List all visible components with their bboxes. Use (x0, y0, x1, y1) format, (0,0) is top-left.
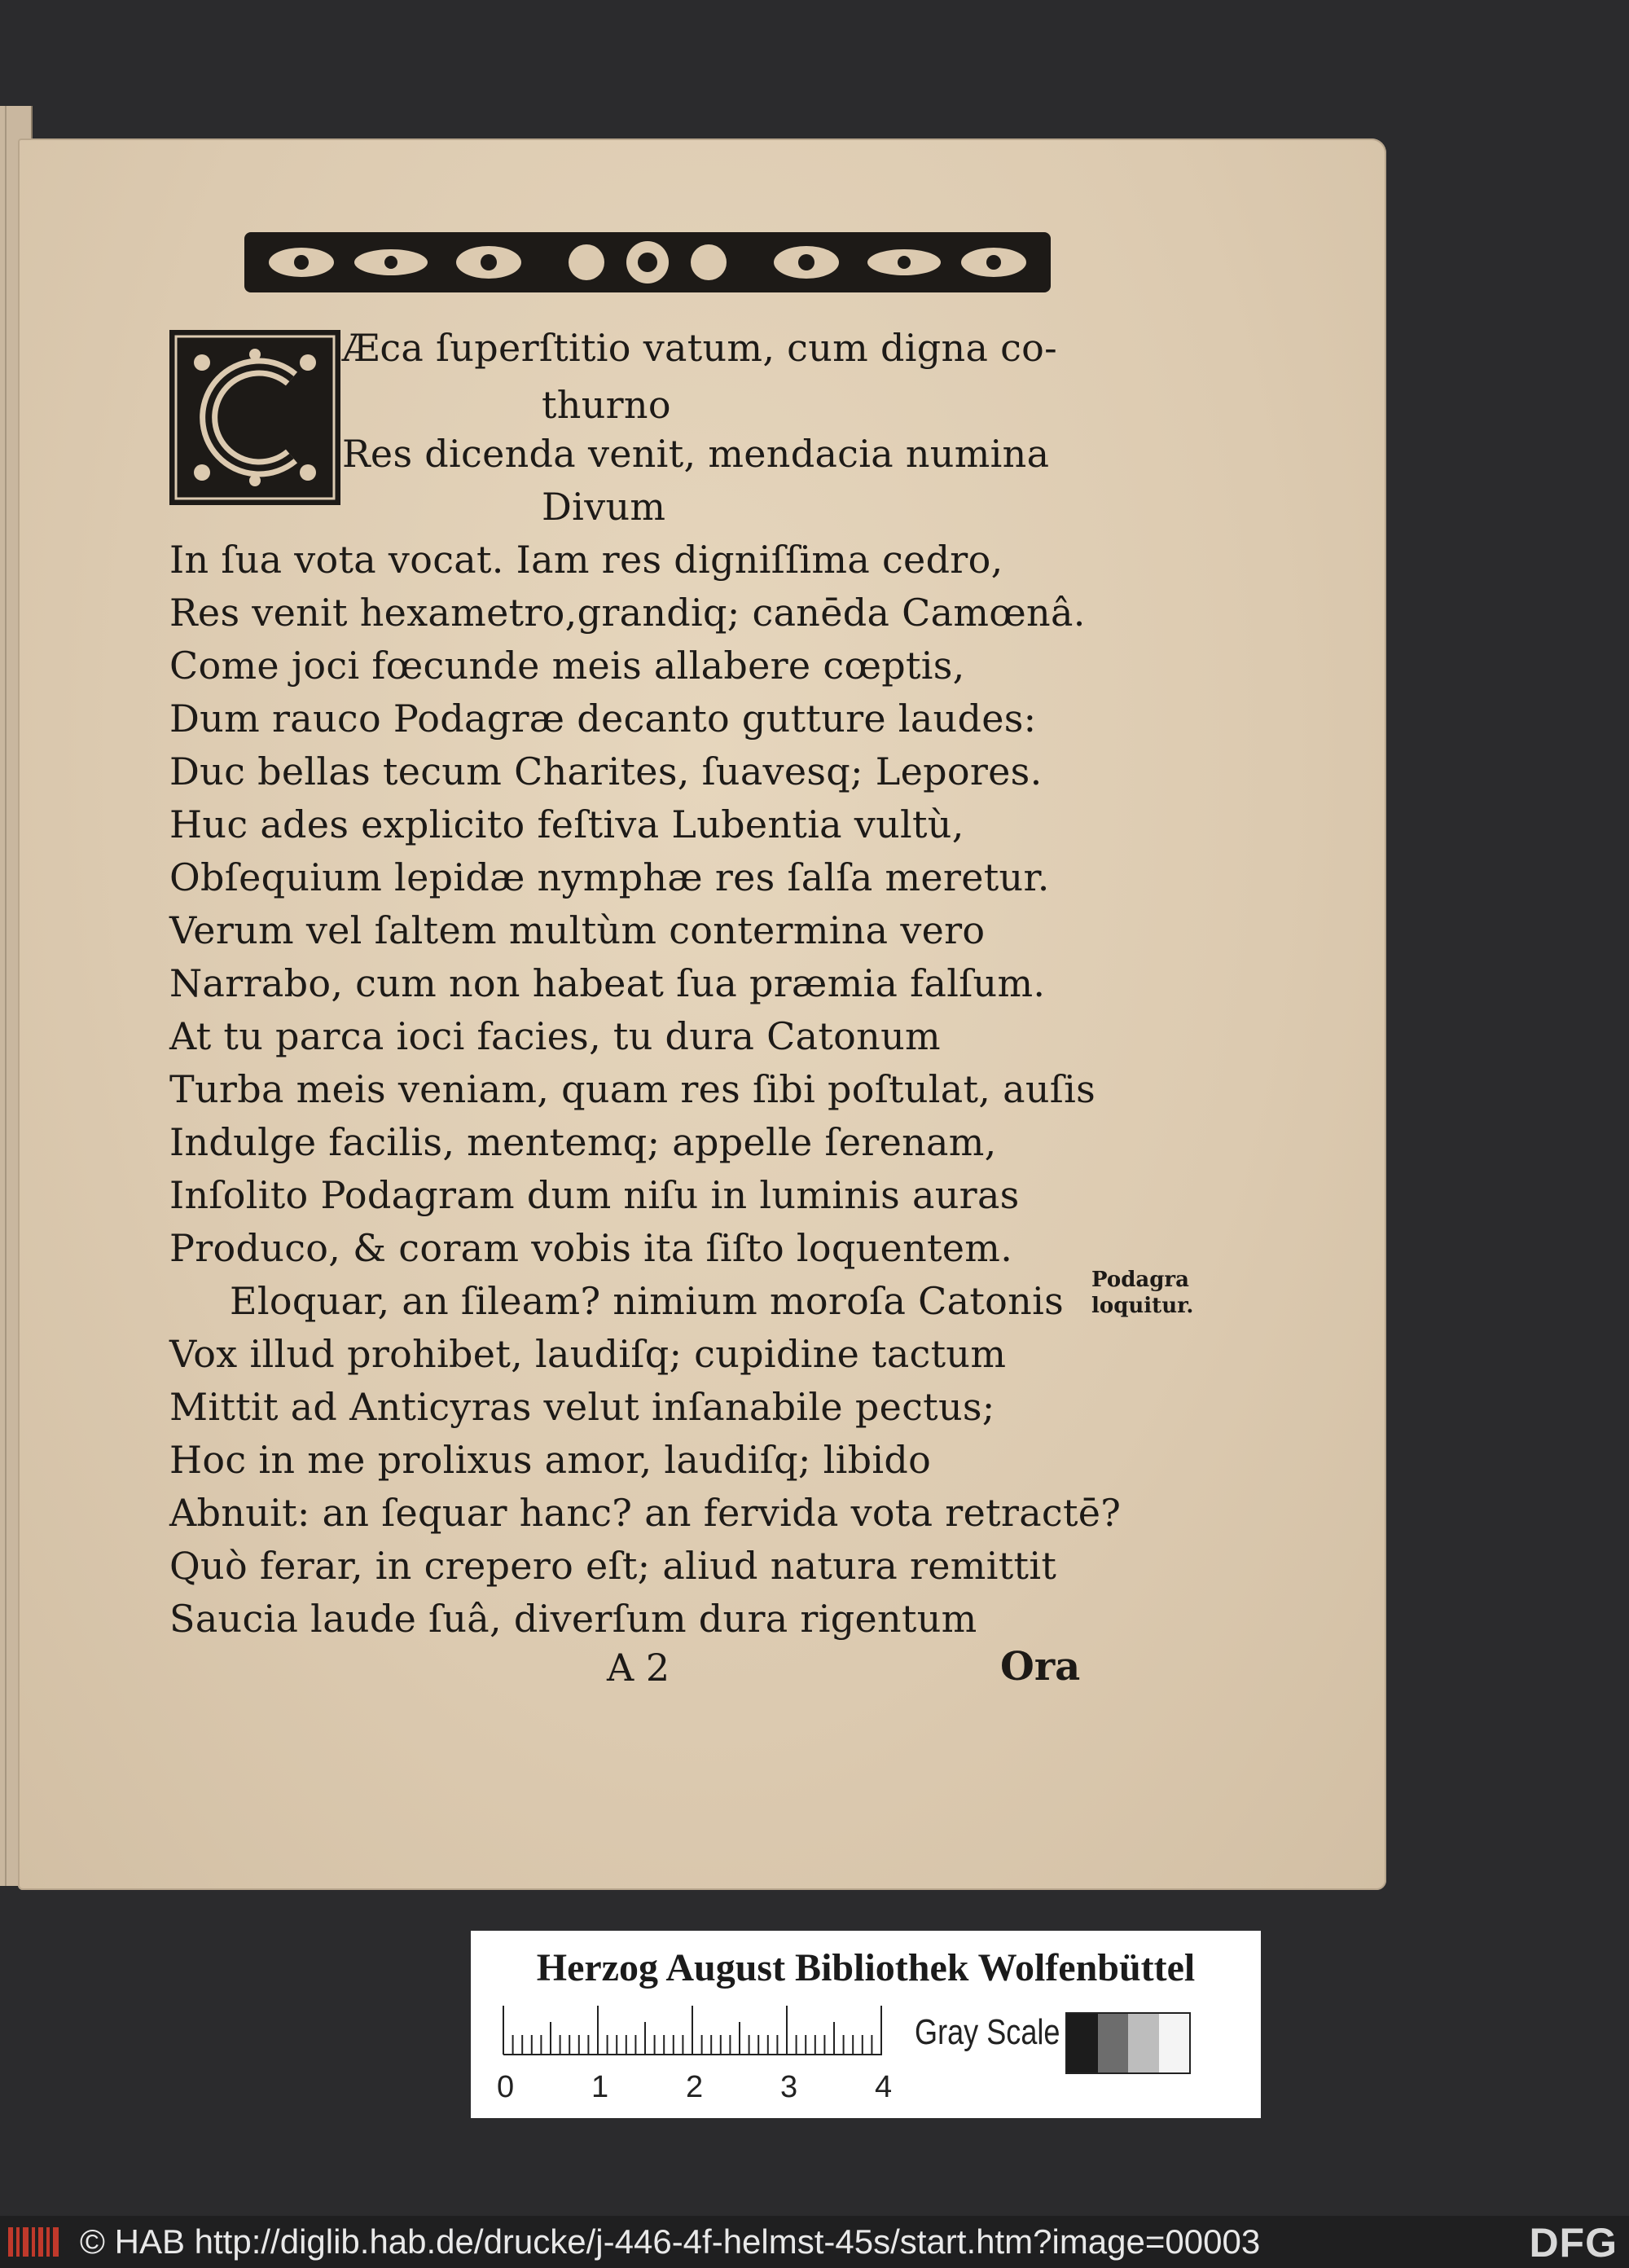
copyright-url: © HAB http://diglib.hab.de/drucke/j-446-4f-helmst-45s/start.htm?image=00003 (80, 2222, 1261, 2261)
verse-line: Narrabo, cum non habeat ſua præmia falſum. (169, 961, 1046, 1005)
scale-number: 1 (591, 2070, 609, 2104)
verse-line: Huc ades explicito feſtiva Lubentia vultù, (169, 802, 964, 846)
gray-scale-label: Gray Scale (915, 2012, 1060, 2052)
gray-patch (1159, 2014, 1190, 2072)
verse-line: Saucia laude ſuâ, diverſum dura rigentum (169, 1597, 977, 1641)
verse-line: Abnuit: an ſequar hanc? an fervida vota retractē? (169, 1491, 1122, 1535)
verse-line: Duc bellas tecum Charites, ſuavesq; Lepores. (169, 749, 1043, 793)
institution-name: Herzog August Bibliothek Wolfenbüttel (536, 1946, 1196, 1989)
gray-patch (1067, 2014, 1098, 2072)
verse-line: Indulge facilis, mentemq; appelle ſerenam, (169, 1120, 997, 1164)
scale-number: 4 (875, 2070, 893, 2104)
gray-patch (1128, 2014, 1159, 2072)
marginal-note-line: loquitur. (1091, 1294, 1194, 1318)
verse-line: Mittit ad Anticyras velut inſanabile pectus; (169, 1385, 995, 1429)
verse-line: Res venit hexametro,grandiq; canēda Camœnâ. (169, 591, 1086, 635)
gray-patch (1098, 2014, 1129, 2072)
scale-number: 2 (686, 2070, 704, 2104)
verse-line: Obſequium lepidæ nymphæ res ſalſa meretur. (169, 855, 1050, 899)
verse-line: Quò ferar, in crepero eſt; aliud natura remittit (169, 1544, 1057, 1588)
verse-line: Inſolito Podagram dum niſu in luminis auras (169, 1173, 1020, 1217)
scale-number: 3 (780, 2070, 798, 2104)
verse-line: Vox illud prohibet, laudiſq; cupidine tactum (169, 1332, 1007, 1376)
verse-line: thurno (542, 383, 671, 427)
verse-line: Æca ſuperſtitio vatum, cum digna co- (342, 326, 1057, 370)
signature-mark: A 2 (607, 1646, 670, 1690)
scale-number: 0 (497, 2070, 515, 2104)
verse-line: Turba meis veniam, quam res ſibi poſtulat, auſis (169, 1067, 1096, 1111)
hab-logo-icon (7, 2224, 65, 2260)
verse-line: Produco, & coram vobis ita ſiſto loquentem. (169, 1226, 1013, 1270)
verse-line: Res dicenda venit, mendacia numina (342, 432, 1050, 476)
verse-line: Divum (542, 485, 666, 529)
verse-line: Dum rauco Podagræ decanto gutture laudes: (169, 697, 1037, 741)
marginal-note-line: Podagra (1091, 1268, 1189, 1292)
verse-line: Hoc in me prolixus amor, laudiſq; libido (169, 1438, 932, 1482)
color-calibration-target (471, 1931, 1261, 2118)
verse-line: Verum vel ſaltem multùm contermina vero (169, 908, 986, 952)
verse-line: Come joci fœcunde meis allabere cœptis, (169, 644, 965, 688)
decorated-initial-c (169, 330, 340, 505)
verse-line: At tu parca ioci facies, tu dura Catonum (169, 1014, 941, 1058)
dfg-logo: DFG (1529, 2220, 1618, 2266)
catchword: Ora (1000, 1644, 1081, 1690)
footer-bar (0, 2216, 1629, 2268)
marginal-note (1091, 1267, 1193, 1319)
verse-line: In ſua vota vocat. Iam res digniſſima cedro, (169, 538, 1003, 582)
headpiece-ornament (244, 232, 1051, 292)
ruler-scale (497, 2006, 894, 2112)
gray-scale-patches (1065, 2012, 1191, 2074)
verse-line: Eloquar, an ſileam? nimium moroſa Catonis (230, 1279, 1064, 1323)
